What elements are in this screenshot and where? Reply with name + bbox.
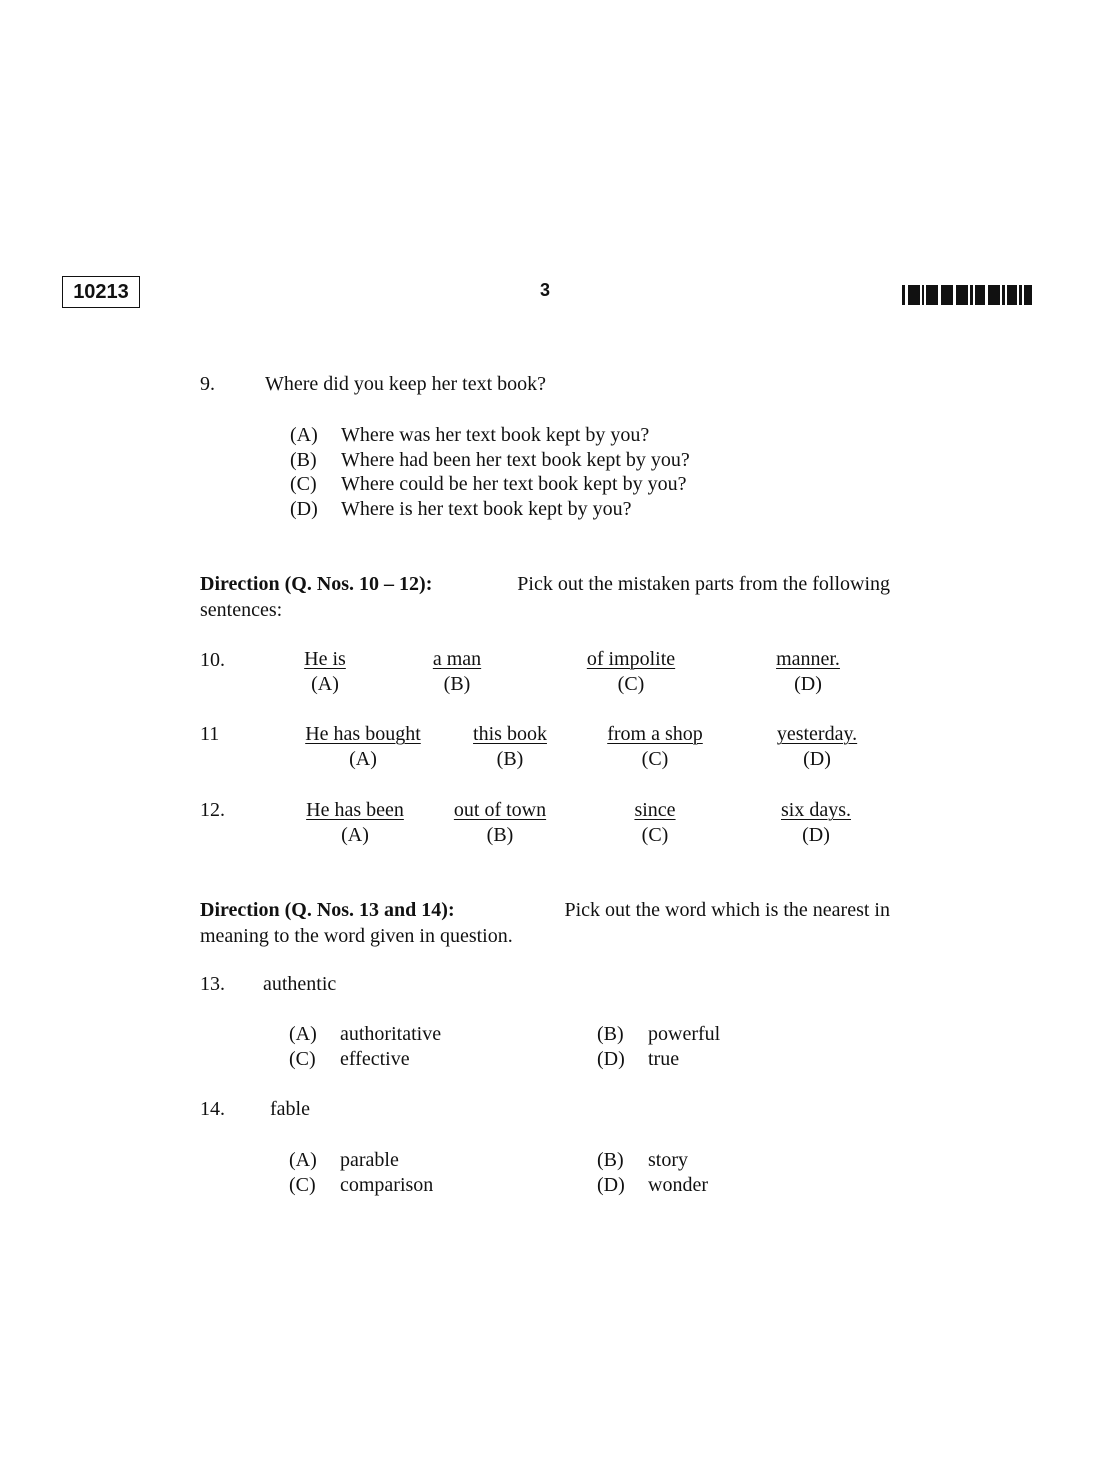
part-letter: (A) xyxy=(349,748,377,770)
sentence-part xyxy=(605,798,705,848)
question-number: 12. xyxy=(200,799,225,821)
option-letter: (C) xyxy=(289,1174,316,1196)
question-number: 11 xyxy=(200,723,220,745)
part-letter: (C) xyxy=(641,748,669,770)
option-letter: (C) xyxy=(289,1048,316,1070)
option-letter: (D) xyxy=(597,1048,625,1070)
part-text: of impolite xyxy=(586,648,676,670)
part-letter: (D) xyxy=(802,824,830,846)
sentence-part xyxy=(762,722,872,772)
option-letter: (B) xyxy=(597,1023,624,1045)
option-text: effective xyxy=(340,1048,410,1070)
direction-label: Direction (Q. Nos. 10 – 12): xyxy=(200,573,433,595)
part-letter: (A) xyxy=(311,673,339,695)
part-text: from a shop xyxy=(607,723,703,745)
option-letter: (A) xyxy=(290,424,318,446)
question-word: authentic xyxy=(263,973,337,995)
question-number: 13. xyxy=(200,973,225,995)
sentence-part xyxy=(407,647,507,697)
question-text: Where did you keep her text book? xyxy=(265,373,547,395)
part-letter: (D) xyxy=(803,748,831,770)
sentence-part xyxy=(293,722,433,772)
option-letter: (C) xyxy=(290,473,317,495)
option-letter: (B) xyxy=(290,449,317,471)
part-letter: (C) xyxy=(641,824,669,846)
part-letter: (B) xyxy=(486,824,514,846)
option-text: Where is her text book kept by you? xyxy=(341,498,632,520)
option-text: powerful xyxy=(648,1023,721,1045)
option-text: Where was her text book kept by you? xyxy=(341,424,650,446)
direction-text: sentences: xyxy=(200,599,283,621)
part-text: six days. xyxy=(781,799,851,821)
option-text: Where had been her text book kept by you? xyxy=(341,449,690,471)
direction-text: Pick out the mistaken parts from the following xyxy=(517,573,890,595)
option-letter: (A) xyxy=(289,1023,317,1045)
part-letter: (D) xyxy=(794,673,822,695)
sentence-part xyxy=(275,647,375,697)
direction-label: Direction (Q. Nos. 13 and 14): xyxy=(200,899,455,921)
sentence-part xyxy=(595,722,715,772)
question-word: fable xyxy=(270,1098,310,1120)
question-number: 9. xyxy=(200,373,215,395)
part-text: since xyxy=(634,799,676,821)
option-text: authoritative xyxy=(340,1023,442,1045)
option-text: parable xyxy=(340,1149,399,1171)
direction-block xyxy=(200,897,890,949)
option-text: story xyxy=(648,1149,688,1171)
part-text: He has bought xyxy=(305,723,421,745)
part-text: manner. xyxy=(776,648,840,670)
direction-text: Pick out the word which is the nearest in xyxy=(564,899,890,921)
option-text: Where could be her text book kept by you? xyxy=(341,473,687,495)
part-text: yesterday. xyxy=(776,723,858,745)
part-letter: (A) xyxy=(341,824,369,846)
part-letter: (C) xyxy=(617,673,645,695)
part-letter: (B) xyxy=(496,748,524,770)
part-letter: (B) xyxy=(443,673,471,695)
option-letter: (D) xyxy=(290,498,318,520)
part-text: this book xyxy=(473,723,547,745)
part-text: He has been xyxy=(306,799,404,821)
sentence-part xyxy=(571,647,691,697)
sentence-part xyxy=(766,798,866,848)
part-text: out of town xyxy=(453,799,547,821)
question-number: 10. xyxy=(200,649,225,671)
option-text: comparison xyxy=(340,1174,434,1196)
page-number: 3 xyxy=(539,280,550,300)
part-text: He is xyxy=(304,648,346,670)
part-text: a man xyxy=(432,648,482,670)
option-letter: (A) xyxy=(289,1149,317,1171)
question-number: 14. xyxy=(200,1098,225,1120)
option-letter: (D) xyxy=(597,1174,625,1196)
paper-code: 10213 xyxy=(62,276,140,308)
sentence-part xyxy=(460,722,560,772)
barcode-icon xyxy=(902,285,1032,305)
direction-block xyxy=(200,571,890,623)
direction-text: meaning to the word given in question. xyxy=(200,925,513,947)
option-text: true xyxy=(648,1048,680,1070)
sentence-part xyxy=(290,798,420,848)
sentence-part xyxy=(440,798,560,848)
option-text: wonder xyxy=(648,1174,708,1196)
sentence-part xyxy=(758,647,858,697)
option-letter: (B) xyxy=(597,1149,624,1171)
